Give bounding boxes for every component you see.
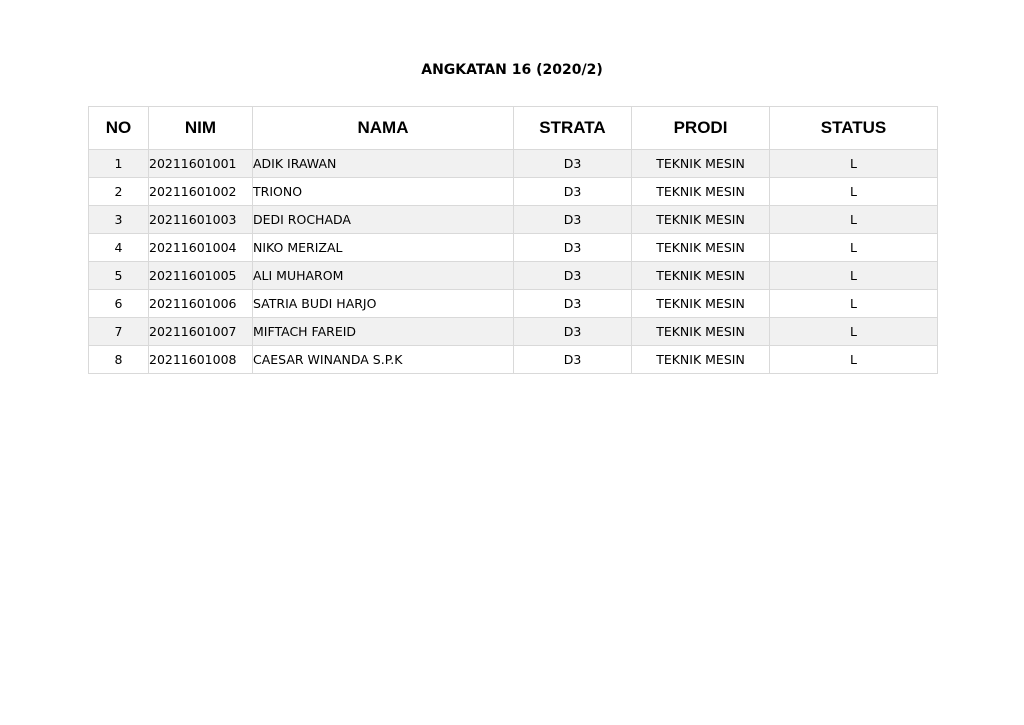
cell-status: L — [770, 346, 938, 374]
cell-strata: D3 — [514, 234, 632, 262]
cell-prodi: TEKNIK MESIN — [632, 150, 770, 178]
cell-prodi: TEKNIK MESIN — [632, 206, 770, 234]
cell-nama: MIFTACH FAREID — [253, 318, 514, 346]
header-strata: STRATA — [514, 107, 632, 150]
cell-no: 5 — [89, 262, 149, 290]
header-prodi: PRODI — [632, 107, 770, 150]
cell-strata: D3 — [514, 318, 632, 346]
page-title: ANGKATAN 16 (2020/2) — [421, 62, 603, 78]
cell-strata: D3 — [514, 290, 632, 318]
cell-nim: 20211601007 — [149, 318, 253, 346]
cell-nim: 20211601005 — [149, 262, 253, 290]
header-no: NO — [89, 107, 149, 150]
cell-status: L — [770, 206, 938, 234]
table-row — [89, 206, 938, 234]
table-row — [89, 150, 938, 178]
cell-strata: D3 — [514, 262, 632, 290]
cell-no: 3 — [89, 206, 149, 234]
table-row — [89, 346, 938, 374]
cell-status: L — [770, 262, 938, 290]
cell-no: 4 — [89, 234, 149, 262]
cell-status: L — [770, 178, 938, 206]
cell-strata: D3 — [514, 206, 632, 234]
cell-nama: DEDI ROCHADA — [253, 206, 514, 234]
cell-status: L — [770, 290, 938, 318]
cell-no: 6 — [89, 290, 149, 318]
cell-nim: 20211601004 — [149, 234, 253, 262]
cell-no: 2 — [89, 178, 149, 206]
cell-prodi: TEKNIK MESIN — [632, 318, 770, 346]
cell-prodi: TEKNIK MESIN — [632, 178, 770, 206]
table-row — [89, 290, 938, 318]
table-row — [89, 178, 938, 206]
cell-nama: CAESAR WINANDA S.P.K — [253, 346, 514, 374]
cell-strata: D3 — [514, 150, 632, 178]
cell-nama: TRIONO — [253, 178, 514, 206]
header-nim: NIM — [149, 107, 253, 150]
table-row — [89, 234, 938, 262]
cell-prodi: TEKNIK MESIN — [632, 290, 770, 318]
table-header-row — [89, 107, 938, 150]
cell-nim: 20211601002 — [149, 178, 253, 206]
cell-no: 1 — [89, 150, 149, 178]
cell-status: L — [770, 234, 938, 262]
cell-prodi: TEKNIK MESIN — [632, 346, 770, 374]
cell-prodi: TEKNIK MESIN — [632, 262, 770, 290]
cell-nim: 20211601001 — [149, 150, 253, 178]
cell-nama: NIKO MERIZAL — [253, 234, 514, 262]
cell-nim: 20211601006 — [149, 290, 253, 318]
cell-no: 7 — [89, 318, 149, 346]
cell-nama: ALI MUHAROM — [253, 262, 514, 290]
cell-strata: D3 — [514, 346, 632, 374]
header-status: STATUS — [770, 107, 938, 150]
cell-no: 8 — [89, 346, 149, 374]
cell-nama: ADIK IRAWAN — [253, 150, 514, 178]
cell-status: L — [770, 150, 938, 178]
cell-nim: 20211601008 — [149, 346, 253, 374]
cell-status: L — [770, 318, 938, 346]
table-row — [89, 318, 938, 346]
cell-strata: D3 — [514, 178, 632, 206]
table-row — [89, 262, 938, 290]
header-nama: NAMA — [253, 107, 514, 150]
cell-nim: 20211601003 — [149, 206, 253, 234]
cell-nama: SATRIA BUDI HARJO — [253, 290, 514, 318]
student-table — [88, 106, 938, 374]
cell-prodi: TEKNIK MESIN — [632, 234, 770, 262]
